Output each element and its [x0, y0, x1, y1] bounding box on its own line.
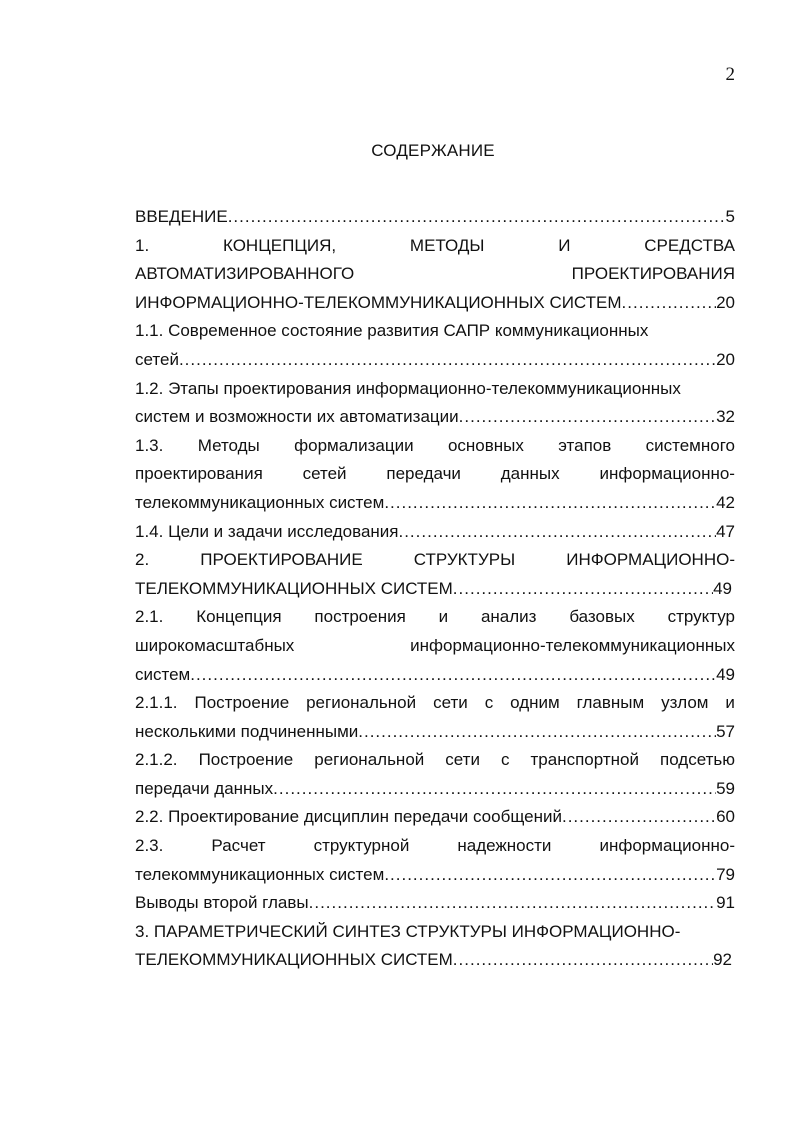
toc-entry-1-2-line-2[interactable]	[135, 403, 735, 432]
toc-entry-page: 79	[716, 864, 735, 884]
toc-word: данных	[500, 464, 560, 484]
toc-word: 2.1.	[135, 607, 164, 627]
toc-entry-page: 49	[713, 578, 732, 598]
toc-entry-introduction[interactable]	[135, 203, 735, 232]
toc-entry-page: 91	[716, 893, 735, 913]
toc-entry-1-1-line-1[interactable]	[135, 317, 735, 346]
toc-entry-title: 1.1. Современное состояние развития САПР коммуникационных	[135, 321, 649, 341]
dot-leader	[453, 575, 713, 604]
toc-entry-title: систем и возможности их автоматизации	[135, 407, 459, 427]
toc-word: главным	[576, 693, 645, 713]
toc-word: узлом	[661, 693, 709, 713]
toc-word: надежности	[457, 836, 552, 856]
toc-word: структур	[667, 607, 735, 627]
dot-leader	[309, 889, 716, 918]
toc-word: СТРУКТУРЫ	[413, 550, 516, 570]
toc-entry-title: сетей	[135, 349, 179, 369]
toc-entry-page: 20	[716, 349, 735, 369]
toc-entry-chapter-1-line-1[interactable]	[135, 232, 735, 261]
toc-word: 1.3.	[135, 435, 164, 455]
toc-entry-chapter-1-line-3[interactable]	[135, 289, 735, 318]
toc-entry-title: ИНФОРМАЦИОННО-ТЕЛЕКОММУНИКАЦИОННЫХ СИСТЕМ	[135, 292, 622, 312]
toc-word: сети	[445, 750, 480, 770]
toc-entry-1-2-line-1[interactable]	[135, 375, 735, 404]
toc-word: этапов	[558, 435, 612, 455]
toc-entry-chapter-2-line-2[interactable]	[135, 575, 732, 604]
toc-word: структурной	[313, 836, 410, 856]
dot-leader	[459, 403, 716, 432]
toc-word: СРЕДСТВА	[644, 235, 735, 255]
toc-word: сетей	[302, 464, 347, 484]
dot-leader	[562, 803, 716, 832]
toc-entry-2-3-line-1[interactable]	[135, 832, 735, 861]
toc-word: 1.	[135, 235, 150, 255]
toc-word: МЕТОДЫ	[409, 235, 485, 255]
toc-word: и	[725, 693, 735, 713]
toc-entry-page: 49	[716, 664, 735, 684]
toc-entry-title: телекоммуникационных систем	[135, 864, 385, 884]
toc-entry-chapter-2-conclusions[interactable]	[135, 889, 735, 918]
toc-word: базовых	[569, 607, 635, 627]
toc-entry-title: телекоммуникационных систем	[135, 492, 385, 512]
toc-word: региональной	[306, 693, 417, 713]
toc-word: Расчет	[211, 836, 266, 856]
page-number: 2	[725, 64, 735, 85]
dot-leader	[384, 489, 716, 518]
toc-entry-page: 5	[725, 207, 735, 226]
toc-word: основных	[447, 435, 524, 455]
toc-entry-title: несколькими подчиненными	[135, 721, 359, 741]
toc-entry-page: 60	[716, 807, 735, 827]
toc-word: региональной	[314, 750, 425, 770]
toc-entry-1-3-line-1[interactable]	[135, 432, 735, 461]
toc-entry-2-1-2-line-1[interactable]	[135, 746, 735, 775]
toc-word: информационно-	[599, 836, 735, 856]
toc-entry-2-3-line-2[interactable]	[135, 861, 735, 890]
toc-word: 2.3.	[135, 836, 164, 856]
dot-leader	[622, 289, 717, 318]
toc-entry-page: 42	[716, 492, 735, 512]
toc-word: КОНЦЕПЦИЯ,	[222, 235, 337, 255]
toc-entry-2-1-1-line-2[interactable]	[135, 718, 735, 747]
toc-entry-1-3-line-3[interactable]	[135, 489, 735, 518]
toc-word: И	[558, 235, 571, 255]
toc-word: и	[438, 607, 449, 627]
page-title: СОДЕРЖАНИЕ	[371, 141, 495, 160]
toc-word: транспортной	[530, 750, 639, 770]
toc-word: проектирования	[135, 464, 263, 484]
toc-entry-page: 57	[716, 721, 735, 741]
toc-entry-title: передачи данных	[135, 778, 274, 798]
dot-leader	[398, 518, 716, 547]
toc-entry-2-1-1-line-1[interactable]	[135, 689, 735, 718]
toc-entry-chapter-1-line-2[interactable]	[135, 260, 735, 289]
toc-entry-page: 92	[713, 950, 732, 970]
toc-entry-2-1-line-1[interactable]	[135, 603, 735, 632]
toc-entry-2-1-line-3[interactable]	[135, 661, 735, 690]
toc-entry-title: 3. ПАРАМЕТРИЧЕСКИЙ СИНТЕЗ СТРУКТУРЫ ИНФОРМАЦИОННО-	[135, 921, 681, 941]
toc-word: 2.1.1.	[135, 693, 178, 713]
toc-word: Концепция	[196, 607, 282, 627]
toc-entry-chapter-3-line-2[interactable]	[135, 946, 732, 975]
dot-leader	[228, 203, 726, 232]
table-of-contents	[135, 203, 735, 975]
toc-entry-2-1-line-2[interactable]	[135, 632, 735, 661]
toc-word: ИНФОРМАЦИОННО-	[566, 550, 735, 570]
toc-entry-title: 1.2. Этапы проектирования информационно-телекоммуникационных	[135, 378, 681, 398]
toc-word: широкомасштабных	[135, 635, 295, 655]
toc-word: анализ	[480, 607, 537, 627]
toc-word: ПРОЕКТИРОВАНИЯ	[571, 264, 735, 284]
toc-entry-title: систем	[135, 664, 191, 684]
toc-word: ПРОЕКТИРОВАНИЕ	[200, 550, 363, 570]
toc-word: Методы	[197, 435, 260, 455]
toc-entry-title: 1.4. Цели и задачи исследования	[135, 521, 399, 541]
toc-word: одним	[510, 693, 560, 713]
toc-entry-page: 59	[716, 778, 735, 798]
toc-entry-title: 2.2. Проектирование дисциплин передачи сообщений	[135, 807, 562, 827]
toc-entry-title: ВВЕДЕНИЕ	[135, 207, 228, 226]
dot-leader	[358, 718, 716, 747]
toc-entry-title: ТЕЛЕКОММУНИКАЦИОННЫХ СИСТЕМ	[135, 578, 453, 598]
toc-entry-1-3-line-2[interactable]	[135, 460, 735, 489]
toc-word: формализации	[294, 435, 414, 455]
toc-word: с	[484, 693, 494, 713]
toc-word: 2.1.2.	[135, 750, 178, 770]
toc-word: Построение	[198, 750, 294, 770]
toc-word: сети	[433, 693, 468, 713]
toc-word: подсетью	[659, 750, 735, 770]
toc-word: Построение	[194, 693, 290, 713]
dot-leader	[384, 861, 716, 890]
toc-entry-page: 32	[716, 407, 735, 427]
toc-entry-chapter-2-line-1[interactable]	[135, 546, 735, 575]
toc-word: системного	[645, 435, 735, 455]
toc-word: 2.	[135, 550, 150, 570]
toc-entry-page: 47	[716, 521, 735, 541]
dot-leader	[453, 946, 713, 975]
dot-leader	[179, 346, 716, 375]
toc-word: информационно-	[599, 464, 735, 484]
toc-word: построения	[314, 607, 406, 627]
toc-word: с	[501, 750, 510, 770]
dot-leader	[273, 775, 716, 804]
toc-word: информационно-телекоммуникационных	[410, 635, 735, 655]
toc-entry-page: 20	[716, 292, 735, 312]
toc-entry-2-2[interactable]	[135, 803, 735, 832]
toc-word: АВТОМАТИЗИРОВАННОГО	[135, 264, 355, 284]
toc-entry-1-1-line-2[interactable]	[135, 346, 735, 375]
dot-leader	[190, 661, 716, 690]
toc-entry-title: Выводы второй главы	[135, 893, 309, 913]
toc-word: передачи	[386, 464, 461, 484]
toc-entry-title: ТЕЛЕКОММУНИКАЦИОННЫХ СИСТЕМ	[135, 950, 453, 970]
toc-entry-1-4[interactable]	[135, 518, 735, 547]
toc-entry-2-1-2-line-2[interactable]	[135, 775, 735, 804]
toc-entry-chapter-3-line-1[interactable]	[135, 918, 735, 947]
